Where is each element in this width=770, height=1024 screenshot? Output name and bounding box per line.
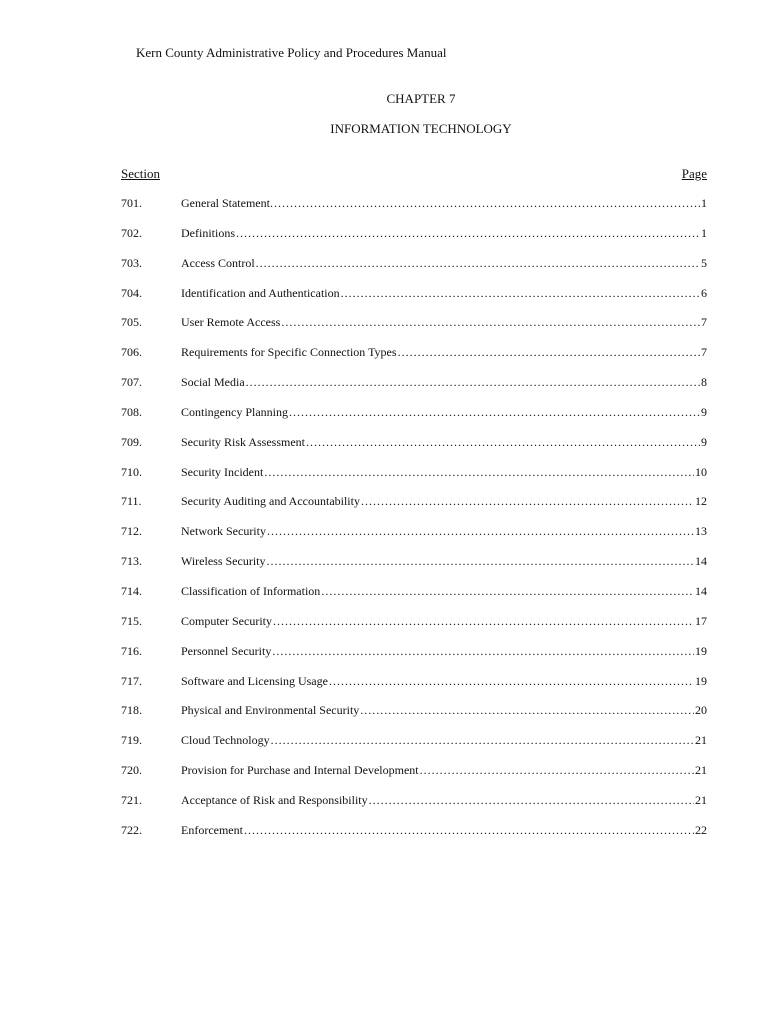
toc-section-number: 712. xyxy=(121,524,142,539)
table-of-contents xyxy=(121,196,707,853)
toc-dot-leader xyxy=(329,674,694,689)
toc-dot-leader xyxy=(246,375,700,390)
toc-section-number: 720. xyxy=(121,763,142,778)
toc-section-title: Security Auditing and Accountability xyxy=(181,494,360,509)
toc-page-number: 21 xyxy=(695,733,707,748)
toc-entry[interactable] xyxy=(121,763,707,793)
toc-dot-leader xyxy=(271,733,694,748)
toc-dot-leader xyxy=(256,256,700,271)
toc-dot-leader xyxy=(369,793,694,808)
toc-section-number: 713. xyxy=(121,554,142,569)
toc-page-number: 20 xyxy=(695,703,707,718)
toc-page-number: 8 xyxy=(701,375,707,390)
toc-section-title: Security Risk Assessment xyxy=(181,434,306,449)
toc-section-title: Security Incident xyxy=(181,464,264,479)
toc-section-title: Enforcement xyxy=(181,822,243,837)
toc-dot-leader xyxy=(398,345,700,360)
toc-dot-leader xyxy=(321,584,694,599)
toc-entry[interactable] xyxy=(121,614,707,644)
toc-dot-leader xyxy=(273,614,694,629)
toc-section-number: 715. xyxy=(121,613,142,628)
toc-page-number: 12 xyxy=(695,494,707,509)
toc-entry[interactable] xyxy=(121,256,707,286)
toc-section-title: Identification and Authentication xyxy=(181,285,340,300)
toc-section-number: 718. xyxy=(121,703,142,718)
toc-entry[interactable] xyxy=(121,674,707,704)
toc-entry[interactable] xyxy=(121,494,707,524)
toc-section-number: 717. xyxy=(121,673,142,688)
toc-section-number: 714. xyxy=(121,583,142,598)
page-column-heading: Page xyxy=(681,166,707,181)
toc-section-title: Contingency Planning xyxy=(181,404,288,419)
toc-entry[interactable] xyxy=(121,733,707,763)
toc-dot-leader xyxy=(420,763,694,778)
toc-dot-leader xyxy=(361,494,694,509)
toc-page-number: 19 xyxy=(695,673,707,688)
toc-page-number: 10 xyxy=(695,464,707,479)
toc-section-number: 722. xyxy=(121,822,142,837)
toc-dot-leader xyxy=(236,226,700,241)
toc-page-number: 14 xyxy=(695,554,707,569)
toc-entry[interactable] xyxy=(121,196,707,226)
toc-entry[interactable] xyxy=(121,793,707,823)
toc-entry[interactable] xyxy=(121,465,707,495)
toc-page-number: 1 xyxy=(701,196,707,210)
toc-page-number: 22 xyxy=(695,822,707,837)
toc-entry[interactable] xyxy=(121,554,707,584)
toc-entry[interactable] xyxy=(121,226,707,256)
toc-section-title: Classification of Information xyxy=(181,583,321,598)
toc-page-number: 21 xyxy=(695,792,707,807)
toc-section-title: Wireless Security xyxy=(181,554,266,569)
section-column-heading: Section xyxy=(121,166,160,181)
toc-page-number: 21 xyxy=(695,763,707,778)
toc-section-number: 701. xyxy=(121,196,142,210)
toc-section-number: 708. xyxy=(121,404,142,419)
toc-section-title: Access Control xyxy=(181,255,255,270)
toc-dot-leader xyxy=(289,405,700,420)
toc-entry[interactable] xyxy=(121,703,707,733)
toc-dot-leader xyxy=(267,524,694,539)
toc-section-title: Requirements for Specific Connection Types xyxy=(181,345,397,360)
toc-section-title: Personnel Security xyxy=(181,643,272,658)
toc-section-title: Definitions xyxy=(181,225,235,240)
toc-entry[interactable] xyxy=(121,286,707,316)
toc-page-number: 5 xyxy=(701,255,707,270)
toc-section-number: 707. xyxy=(121,375,142,390)
toc-section-title: Cloud Technology xyxy=(181,733,270,748)
toc-page-number: 7 xyxy=(701,315,707,330)
toc-section-title: Network Security xyxy=(181,524,266,539)
toc-section-number: 716. xyxy=(121,643,142,658)
toc-section-title: Acceptance of Risk and Responsibility xyxy=(181,792,368,807)
toc-page-number: 17 xyxy=(695,613,707,628)
toc-dot-leader xyxy=(272,644,694,659)
toc-section-number: 710. xyxy=(121,464,142,479)
toc-entry[interactable] xyxy=(121,435,707,465)
toc-section-title: Software and Licensing Usage xyxy=(181,673,328,688)
toc-section-title: Social Media xyxy=(181,375,245,390)
toc-section-title: User Remote Access xyxy=(181,315,281,330)
manual-title: Kern County Administrative Policy and Procedures Manual xyxy=(136,45,447,60)
toc-dot-leader xyxy=(264,465,694,480)
toc-section-number: 709. xyxy=(121,434,142,449)
toc-entry[interactable] xyxy=(121,823,707,853)
toc-dot-leader xyxy=(281,315,700,330)
toc-dot-leader xyxy=(360,703,694,718)
toc-section-number: 703. xyxy=(121,255,142,270)
toc-section-title: Physical and Environmental Security xyxy=(181,703,360,718)
chapter-title: INFORMATION TECHNOLOGY xyxy=(330,121,512,136)
toc-section-number: 704. xyxy=(121,285,142,300)
toc-entry[interactable] xyxy=(121,405,707,435)
toc-entry[interactable] xyxy=(121,584,707,614)
toc-section-number: 702. xyxy=(121,225,142,240)
toc-page-number: 9 xyxy=(701,404,707,419)
chapter-number: CHAPTER 7 xyxy=(386,91,456,106)
toc-section-title: Provision for Purchase and Internal Development xyxy=(181,763,419,778)
toc-page-number: 1 xyxy=(701,225,707,240)
toc-page-number: 9 xyxy=(701,434,707,449)
toc-entry[interactable] xyxy=(121,345,707,375)
toc-section-number: 706. xyxy=(121,345,142,360)
toc-entry[interactable] xyxy=(121,375,707,405)
toc-dot-leader xyxy=(274,196,700,211)
toc-page-number: 19 xyxy=(695,643,707,658)
toc-entry[interactable] xyxy=(121,644,707,674)
toc-page-number: 6 xyxy=(701,285,707,300)
toc-section-title: General Statement. xyxy=(181,196,273,210)
toc-dot-leader xyxy=(306,435,700,450)
toc-entry[interactable] xyxy=(121,315,707,345)
toc-section-number: 705. xyxy=(121,315,142,330)
toc-dot-leader xyxy=(267,554,695,569)
toc-section-title: Computer Security xyxy=(181,613,272,628)
toc-page-number: 7 xyxy=(701,345,707,360)
toc-section-number: 711. xyxy=(121,494,142,509)
toc-section-number: 719. xyxy=(121,733,142,748)
toc-dot-leader xyxy=(341,286,700,301)
toc-entry[interactable] xyxy=(121,524,707,554)
toc-page-number: 14 xyxy=(695,583,707,598)
toc-section-number: 721. xyxy=(121,792,142,807)
toc-page-number: 13 xyxy=(695,524,707,539)
toc-dot-leader xyxy=(244,823,694,838)
